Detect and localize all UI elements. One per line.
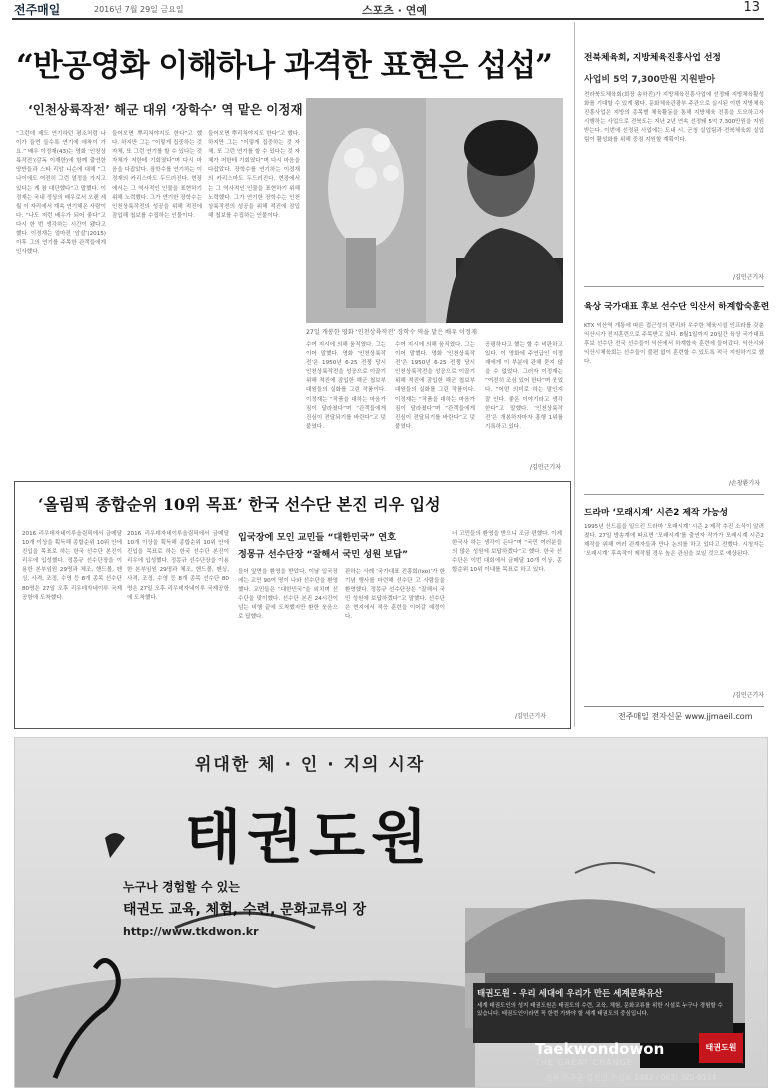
column-divider (574, 22, 575, 727)
ad-title: 태권도원 (185, 803, 434, 871)
taekwondowon-ad (14, 737, 768, 1088)
side2-byline: /손창환기자 (729, 480, 761, 487)
side1-title: 전북체육회, 지방체육진흥사업 선정 (584, 53, 721, 63)
olympic-column-2: 들어 앞면을 환영을 받았다. 이날 입국장에는 교민 90여 명이 나와 선수단을 환영했다. 교민들은 “대한민국”을 외치며 선수단을 맞이했다. 선수단 본진 24시간이 넘는 비행 끝에 도착했지만 환한 웃음으로 답했다. (238, 569, 338, 621)
lead-column-2: 들어오면 뿌리쳐야지도 한다”고 했다. 하지만 그는 “이렇게 집중하는 것 자체, 또 그런 연기를 할 수 있다는 것 자체가 저한테 기회였다”며 다시 마음을 다잡았다. 장학수를 연기하는 이정재의 카리스마도 두드러진다. 현장에서는 그 역사적인 인물을 표현하기 위해 노력했다. 그가 연기한 장학수는 인천상륙작전의 성공을 위해 적진에 잠입해 첩보를 수집하는 인물이다. (112, 131, 202, 219)
section-name: 스포츠 · 연예 (362, 4, 427, 17)
side3-body: 1995년 신드롬을 일으킨 드라마 ‘모래시계’ 시즌 2 제작 추진 소식이 알려졌다. 27일 방송계에 따르면 ‘모래시계’를 출연자 작가가 모래시계 시즌2 제작을 위해 여러 관계자들과 만나 논의를 하고 있다고 전했다. 시청자는 ‘모래시계’ 후속작이 제작될 경우 높은 관심을 보일 것으로 예상된다. (584, 524, 764, 558)
olympic-byline: /김민근기자 (515, 713, 547, 720)
e-paper-text: 전주매일 전자신문 www.jjmaeil.com (618, 712, 753, 721)
side1-byline: /김민근기자 (733, 274, 765, 281)
ad-brand-sub: THE GREAT CHANGE (535, 1058, 633, 1067)
ad-address: 전북 무주군 설천면 무설로 1482 / 063) 320-0114 (545, 1073, 717, 1082)
ad-panel-title: 태권도원 - 우리 세대에 우리가 만든 세계문화유산 (477, 989, 663, 999)
lead-column-4: 공평하다고 했는 할 수 비판하고 있다. 이 영화에 주연급인 이정재에게 이 부분에 관해 묻지 않을 수 없었다. 그러자 이정재는 “여전히 조심 있어 한다”며 웃었다. “어떤 의미로 하는 말인지 잘 안다. 좋은 이야기라고 생각한다”고 말했다. ‘인천상륙작전’은 개봉하자마자 흥행 1위를 기록하고 있다. (485, 342, 563, 430)
issue-date: 2016년 7월 29일 금요일 (94, 5, 184, 14)
lead-column-2b: 들어오면 뿌리쳐야지도 한다”고 했다. 하지만 그는 “이렇게 집중하는 것 자체, 또 그런 연기를 할 수 있다는 것 자체가 저한테 기회였다”며 다시 마음을 다잡았다. 장학수를 연기하는 이정재의 카리스마도 두드러진다. 현장에서는 그 역사적인 인물을 표현하기 위해 노력했다. 그가 연기한 장학수는 인천상륙작전의 성공을 위해 적진에 잠입해 첩보를 수집하는 인물이다. (208, 131, 300, 219)
side1-body: 전라북도체육회(회장 송하진)가 지방체육진흥사업에 선정돼 지방체육활성화를 기대할 수 있게 됐다. 문화체육관광부 주관으로 실시된 이번 지방체육진흥사업은 지방의 종목별 체육활동을 통해 지방체육 진흥을 도모하고자 시행하는 사업으로 전북도는 지난 2년 연속 선정돼 5억 7,300만원을 지원받는다. 이번에 선정된 사업에는 도내 시, 군청 실업팀과 전북체육회 실업팀이 활성화를 위해 중점 지원할 계획이다. (584, 92, 764, 144)
olympic-column-3: 판하는 사례 ‘국가대표 진흥회(Ixo)’가 한 기념 행사를 마련해 선수단 고 사람들을 환영했다. 정몽규 선수단장은 “잘해서 국민 성원에 보답하겠다”고 말했다. 선수단은 현지에서 적응 훈련을 이어갈 예정이다. (345, 569, 445, 621)
side-divider (584, 286, 764, 287)
side2-title: 육상 국가대표 후보 선수단 익산서 하계합숙훈련 (584, 302, 770, 312)
side2-body: KTX 익산역 개통에 따른 접근성의 편리와 우수한 체육시설 인프라를 갖춘 익산시가 전지훈련으로 주목받고 있다. 8월1일까지 20일간 육상 국가대표 후보 선수단 전국 선수들이 익산에서 하계합숙 훈련에 들어갔다. 익산시와 익산시체육회는 선수들이 불편 없이 훈련할 수 있도록 적극 지원하기로 했다. (584, 323, 764, 366)
lead-column-3: 수여 지시에 의해 움직였다. 그는 이어 말했다. 영화 ‘인천상륙작전’은 1950년 6·25 전쟁 당시 인천상륙작전을 성공으로 이끌기 위해 적진에 잠입한 해군 첩보부대원들의 실화를 그린 작품이다. 이정재는 “작품을 대하는 마음가짐이 달라졌다”며 “관객들에게 진심이 전달되기를 바란다”고 덧붙였다. (306, 342, 386, 430)
ad-brand-badge: 태권도원 (699, 1033, 743, 1063)
side3-byline: /김민근기자 (733, 692, 765, 699)
side1-subtitle: 사업비 5억 7,300만원 지원받아 (584, 75, 716, 85)
ad-tag-box (123, 878, 453, 938)
olympic-subhead-1: 입국장에 모인 교민들 “대한민국” 연호 (238, 532, 396, 543)
e-paper-footer (584, 706, 764, 725)
olympic-headline: ‘올림픽 종합순위 10위 목표’ 한국 선수단 본진 리우 입성 (38, 495, 441, 514)
olympic-column-1: 2016 리우데자네이루올림픽에서 금메달 10개 이상을 획득해 종합순위 10위 안에 진입을 목표로 하는 한국 선수단 본진이 리우에 입성했다. 정몽규 선수단장을 이용한 본부임원 29명과 체조, 핸드볼, 펜싱, 사격, 조정, 수영 등 8개 종목 선수단 80명은 27일 오후 리우데자네이루 국제공항에 도착했다. (22, 531, 122, 601)
ad-tag-1: 누구나 경험할 수 있는 (123, 880, 240, 894)
lead-byline: /김민근기자 (530, 464, 562, 471)
ad-brand: Taekwondowon (535, 1040, 665, 1058)
side-divider (584, 494, 764, 495)
lead-column-1: “그런데 제도 연기하던 평소처럼 나이가 들면 들수록 연기에 애착이 가요.” 배우 이정재(43)는 영화 ‘인천상륙작전’(감독 이재한)에 함께 출연한 양반들과 스타 리암 니슨에 대해 “그 나이에도 여전히 그런 열정을 가지고 있다는 게 참 대단했다”고 말했다. 이정재는 국내 정상의 배우로서 오랜 세월 이 자리에서 계속 연기해온 사람이다. “나도 저런 배우가 되어 좋다”고 다시 한 번 생각하는 시간이 됐다고 했다. 이정재는 얼마전 ‘암살’(2015) 이후 그의 연기를 주목한 관객들에게 인사했다. (16, 131, 106, 256)
actor-photo (306, 98, 563, 323)
side3-title: 드라마 ‘모래시계’ 시즌2 제작 가능성 (584, 508, 729, 518)
lead-column-3b: 수여 지시에 의해 움직였다. 그는 이어 말했다. 영화 ‘인천상륙작전’은 1950년 6·25 전쟁 당시 인천상륙작전을 성공으로 이끌기 위해 적진에 잠입한 해군 첩보부대원들의 실화를 그린 작품이다. 이정재는 “작품을 대하는 마음가짐이 달라졌다”며 “관객들에게 진심이 전달되기를 바란다”고 덧붙였다. (395, 342, 475, 430)
ad-tag-2: 태권도 교육, 체험, 수련, 문화교류의 장 (123, 902, 367, 918)
lead-headline: “반공영화 이해하나 과격한 표현은 섭섭” (16, 48, 552, 84)
ad-info-panel (473, 983, 733, 1043)
olympic-column-1b: 2016 리우데자네이루올림픽에서 금메달 10개 이상을 획득해 종합순위 10위 안에 진입을 목표로 하는 한국 선수단 본진이 리우에 입성했다. 정몽규 선수단장을 이용한 본부임원 29명과 체조, 핸드볼, 펜싱, 사격, 조정, 수영 등 8개 종목 선수단 80명은 27일 오후 리우데자네이루 국제공항에 도착했다. (127, 531, 229, 601)
ad-slogan: 위대한 체 · 인 · 지의 시작 (195, 755, 426, 775)
olympic-column-4: 너 고민들의 환영을 받으니 조금 편했다. 이제 한국사 하는 생각이 든다”며 “국민 여러분들의 많은 성원에 보답하겠다”고 했다. 한국 선수단은 이번 대회에서 금메달 10개 이상, 종합순위 10위 이내를 목표로 하고 있다. (452, 531, 562, 574)
ad-url[interactable]: http://www.tkdwon.kr (123, 925, 259, 938)
lead-subhead: ‘인천상륙작전’ 해군 대위 ‘장학수’ 역 맡은 이정재 (28, 102, 303, 117)
photo-caption: 27일 개봉한 영화 ‘인천상륙작전’ 장학수 역을 맡은 배우 이정재 (306, 329, 477, 336)
ad-panel-body: 세계 태권도인의 성지 태권도원은 태권도의 수련, 교육, 체험, 문화교류를 위한 시설로 누구나 경험할 수 있습니다. 태권도인이라면 꼭 한번 가봐야 할 세계 태권도의 중심입니다. (477, 1003, 723, 1017)
newspaper-logo: 전주매일 (14, 3, 61, 17)
masthead (12, 0, 764, 20)
page-number: 13 (743, 0, 760, 15)
olympic-subhead-2: 정몽규 선수단장 “잘해서 국민 성원 보답” (238, 549, 409, 560)
